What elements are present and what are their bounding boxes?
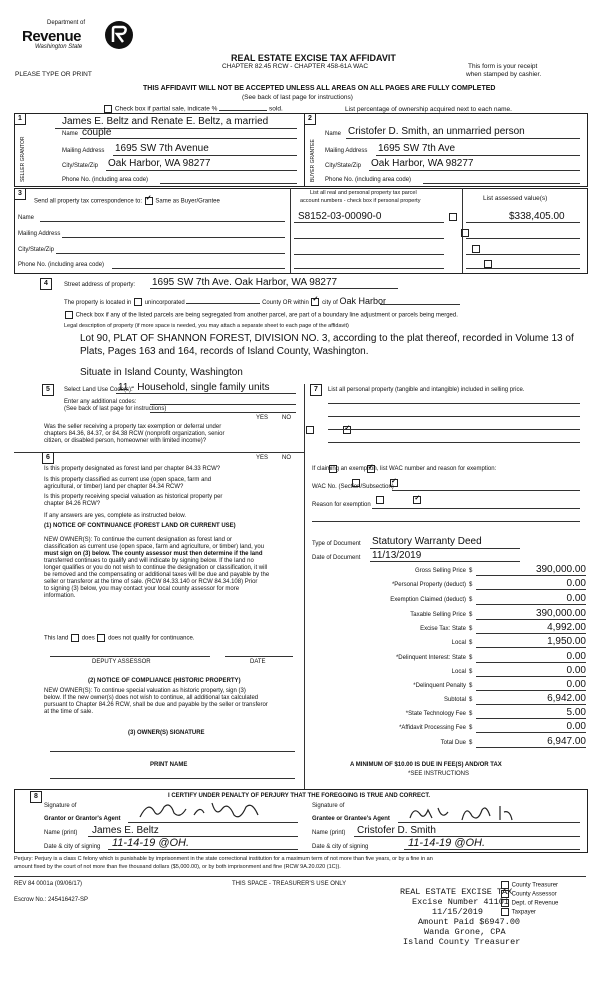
dept-small-text: Department of [47,20,86,26]
personal-property-label: List all personal property (tangible and intangible) included in selling price. [328,387,525,393]
s6-question-historic-1: Is this property receiving special valuation as historical property per [44,494,223,500]
excise-local-value[interactable]: 1,950.00 [547,636,586,647]
seller-city-label: City/State/Zip [62,163,99,169]
street-address-label: Street address of property: [64,282,136,288]
taxable-price-value[interactable]: 390,000.00 [535,608,586,619]
does-qualify-checkbox[interactable] [71,634,79,642]
seller-phone-label: Phone No. (including area code) [62,177,149,183]
stamp-line-3: 11/15/2019 [432,907,484,917]
affidavit-fee-dollar: $ [469,725,473,731]
s5-no-header: NO [282,415,291,421]
grantor-name-label: Name (print) [44,830,78,836]
deputy-signature-field[interactable] [50,656,210,657]
delinquent-interest-local-label: Local [451,669,466,675]
s6-yes-header: YES [256,455,269,461]
section-6-number: 6 [42,452,54,464]
continuance-text-9: information. [44,593,76,599]
historic-text-3: pursuant to Chapter 84.26 RCW, shall be due and payable by the seller or transferor [44,702,268,708]
personal-property-field-3[interactable] [328,429,580,430]
perjury-note-1 [14,856,433,862]
stamp-line-6: Island County Treasurer [403,937,521,947]
delinquent-penalty-label: *Delinquent Penalty [413,683,466,689]
s3-city-label: City/State/Zip [18,247,55,253]
grantor-date-city[interactable]: 11-14-19 @OH. [112,837,189,849]
s6-question-historic-2: chapter 84.26 RCW? [44,501,101,507]
s3-mail-label: Mailing Address [18,231,61,237]
seller-city[interactable]: Oak Harbor, WA 98277 [108,158,211,169]
certify-statement: I CERTIFY UNDER PENALTY OF PERJURY THAT THE FOREGOING IS TRUE AND CORRECT. [168,793,431,799]
property-location [64,296,386,307]
s6-question-forest: Is this property designated as forest land per chapter 84.33 RCW? [44,466,221,472]
print-name-label: PRINT NAME [150,762,188,768]
total-due-label: Total Due [440,740,466,746]
copy-county-treasurer-label: County Treasurer [511,882,559,889]
land-use-code[interactable]: 11 - Household, single family units [118,382,270,393]
partial-sale-suffix: sold. [269,105,283,113]
historic-text-1: NEW OWNER(S): To continue special valuation as historic property, sign (3) [44,688,246,694]
parcel-header-1: List all real and personal property tax parcel [310,190,417,196]
partial-sale-checkbox[interactable] [104,105,112,113]
segregated-label: Check box if any of the listed parcels are being segregated from another parcel, are part of a boundary line adjustment or parcels being merged. [75,312,458,319]
buyer-phone-label: Phone No. (including area code) [325,177,412,183]
delinquent-interest-local-dollar: $ [469,669,473,675]
grantor-agent-label: Grantor or Grantor's Agent [44,816,121,822]
partial-sale-label: Check box if partial sale, indicate % [114,105,218,113]
personal-property-field-4[interactable] [328,442,580,443]
dept-state: Washington State [35,44,83,50]
continuance-text-1: NEW OWNER(S): To continue the current designation as forest land or [44,537,232,543]
escrow-number: Escrow No.: 245416427-SP [14,897,89,903]
buyer-mail-label: Mailing Address [325,148,368,154]
section-2-number: 2 [304,113,316,125]
copy-dept-revenue-label: Dept. of Revenue [511,900,559,907]
delinquent-interest-state-dollar: $ [469,655,473,661]
continuance-text-8: to signing (3) below, you may contact your local county assessor for more [44,586,240,592]
delinquent-penalty-dollar: $ [469,683,473,689]
doc-type-label: Type of Document [312,541,361,547]
grantee-date-label: Date & city of signing [312,844,369,850]
personal-property-checkbox-4[interactable] [484,260,492,268]
property-city[interactable]: Oak Harbor [339,296,386,306]
legal-desc-line2[interactable]: Plats, Pages 163 and 164, records of Island County, Washington. [80,346,369,357]
perjury-text-2: amount fixed by the court of not more than five thousand dollars ($5,000.00), or by both imprisonment and fine (RCW 9A.20.020 (1C)). [14,864,341,870]
owner-signature-field[interactable] [50,751,295,752]
personal-property-field-1[interactable] [328,403,580,404]
continuance-text-6: be removed and the compensating or additional taxes will be due and payable by the [44,572,270,578]
section-5-number: 5 [42,384,54,396]
buyer-mail[interactable]: 1695 SW 7th Ave [378,143,456,154]
seller-mail-label: Mailing Address [62,148,105,154]
segregated-checkbox[interactable] [65,311,73,319]
assessed-header: List assessed value(s) [483,195,548,202]
unincorporated-checkbox[interactable] [134,298,142,306]
s5-question-line3: citizen, or disabled person, homeowner with limited income)? [44,438,207,444]
exemption-claim-label: If claiming an exemption, list WAC number and reason for exemption: [312,466,497,472]
section-3-number: 3 [14,188,26,200]
wac-number-field[interactable] [392,490,580,491]
notice-compliance-title: (2) NOTICE OF COMPLIANCE (HISTORIC PROPERTY) [88,678,241,684]
receipt-note-2: when stamped by cashier. [466,71,542,78]
assessed-value[interactable]: $338,405.00 [509,211,565,222]
partial-percent-field[interactable] [219,110,267,111]
s5-yes-checkbox[interactable] [306,426,314,434]
grantee-sig-of-label: Signature of [312,803,345,809]
subtotal-dollar: $ [469,697,473,703]
exemption-reason-label: Reason for exemption [312,502,371,508]
form-chapter: CHAPTER 82.45 RCW - CHAPTER 458-61A WAC [222,63,369,70]
s6-question-current-use-2: agricultural, or timber) land per chapter 84.34 RCW? [44,484,184,490]
please-type: PLEASE TYPE OR PRINT [15,71,92,78]
dept-name: Revenue [22,28,82,45]
historic-text-2: below. If the new owner(s) does not wish to continue, all additional tax calculated [44,695,259,701]
send-correspondence [34,197,220,205]
county-or-label: County OR within [262,300,309,306]
technology-fee-label: *State Technology Fee [405,711,466,717]
historic-yes-checkbox[interactable] [376,496,384,504]
partial-sale [103,105,283,113]
grantor-signature-field[interactable] [128,822,298,823]
grantor-date-label: Date & city of signing [44,844,101,850]
exemption-reason-field[interactable] [372,508,580,509]
historic-text-4: at the time of sale. [44,709,94,715]
seller-phone-field[interactable] [160,183,297,184]
buyer-name[interactable]: Cristofer D. Smith, an unmarried person [348,126,525,137]
total-due-value[interactable]: 6,947.00 [547,736,586,747]
perjury-text-1: Perjury: Perjury is a class C felony which is punishable by imprisonment in the state correctional institution for a maximum term of not more than five years, or by a fine in an [14,856,433,862]
copy-dept-revenue-checkbox[interactable] [501,899,509,907]
unincorporated-label: unincorporated [144,300,185,306]
grantee-name-label: Name (print) [312,830,346,836]
continuance-text-7: seller or transferor at the time of sale. (RCW 84.33.140 or RCW 84.34.108) Prior [44,579,258,585]
seller-name-label: Name [62,131,79,137]
same-as-buyer-checkbox[interactable] [145,197,153,205]
buyer-city-label: City/State/Zip [325,163,362,169]
segregated [64,311,458,319]
parcel-header-2: account numbers - check box if personal property [300,198,421,204]
exemption-claimed-label: Exemption Claimed (deduct) [390,597,466,603]
stamp-line-4: Amount Paid $6947.00 [418,917,521,927]
grantor-signature-image [134,797,274,825]
does-label: does [81,635,95,642]
affidavit-fee-label: *Affidavit Processing Fee [399,725,466,731]
notice-continuance-title: (1) NOTICE OF CONTINUANCE (FOREST LAND OR CURRENT USE) [44,523,236,529]
personal-property-field-2[interactable] [328,416,580,417]
continuance-text-4: transferred continues to qualify and will indicate by signing below. If the land no [44,558,254,564]
excise-state-value[interactable]: 4,992.00 [547,622,586,633]
exemption-claimed-value[interactable]: 0.00 [566,593,586,604]
s3-city-field[interactable] [56,253,285,254]
s3-name-label: Name [18,215,35,221]
does-not-qualify-checkbox[interactable] [97,634,105,642]
see-instructions-note: *SEE INSTRUCTIONS [408,771,470,777]
copy-taxpayer-checkbox[interactable] [501,908,509,916]
seller-name-line1[interactable]: James E. Beltz and Renate E. Beltz, a married [62,116,269,127]
grantor-printed-name[interactable]: James E. Beltz [92,825,159,836]
treasurer-use-only: THIS SPACE - TREASURER'S USE ONLY [232,881,347,887]
personal-property-checkbox-3[interactable] [472,245,480,253]
excise-local-label: Local [451,640,466,646]
technology-fee-dollar: $ [469,711,473,717]
seller-name-line2[interactable]: couple [82,127,112,138]
stamp-line-5: Wanda Grone, CPA [424,927,506,937]
gross-price-dollar: $ [469,568,473,574]
personal-property-deduct-value[interactable]: 0.00 [566,578,586,589]
section-7-number: 7 [310,384,322,396]
ownership-note: List percentage of ownership acquired next to each name. [345,106,512,113]
minimum-due-note: A MINIMUM OF $10.00 IS DUE IN FEE(S) AND/OR TAX [350,762,502,768]
total-due-dollar: $ [469,740,473,746]
see-back-note: (See back of last page for instructions) [242,94,353,101]
grantee-date-city[interactable]: 11-14-19 @OH. [408,837,485,849]
copy-county-assessor-label: County Assessor [511,891,557,898]
copy-county-treasurer-checkbox[interactable] [501,881,509,889]
delinquent-interest-state-value[interactable]: 0.00 [566,651,586,662]
grantee-signature-field[interactable] [398,822,580,823]
owner-print-name-field[interactable] [50,778,295,779]
personal-property-checkbox-1[interactable] [449,213,457,221]
completion-warning: THIS AFFIDAVIT WILL NOT BE ACCEPTED UNLESS ALL AREAS ON ALL PAGES ARE FULLY COMPLETED [143,85,496,92]
taxable-price-dollar: $ [469,612,473,618]
exemption-claimed-dollar: $ [469,597,473,603]
additional-codes-field[interactable] [150,404,296,405]
continuance-text-2: classification as current use (open space, farm and agriculture, or timber) land, you [44,544,265,550]
gross-price-value[interactable]: 390,000.00 [535,564,586,575]
buyer-side-label: BUYER GRANTEE [310,139,316,182]
does-not-label: does not qualify for continuance. [108,635,195,642]
buyer-name-label: Name [325,131,342,137]
street-address[interactable]: 1695 SW 7th Ave. Oak Harbor, WA 98277 [152,277,338,288]
buyer-city[interactable]: Oak Harbor, WA 98277 [371,158,474,169]
city-of-checkbox[interactable] [311,298,319,306]
excise-local-dollar: $ [469,640,473,646]
s5-see-back: (See back of last page for instructions) [64,406,167,412]
doc-date-label: Date of Document [312,555,361,561]
excise-state-label: Excise Tax: State [420,626,466,632]
s3-phone-label: Phone No. (including area code) [18,262,105,268]
s3-name-field[interactable] [40,221,285,222]
section-8-number: 8 [30,791,42,803]
legal-desc-line3[interactable]: Situate in Island County, Washington [80,367,243,378]
seller-side-label: SELLER GRANTOR [20,136,26,182]
located-label: The property is located in [64,300,132,306]
this-land-label: This land [44,635,69,642]
legal-desc-label: Legal description of property (if more space is needed, you may attach a separate sheet to each page of the affidavit) [64,323,349,329]
s3-mail-field[interactable] [62,237,285,238]
county-field[interactable] [186,303,260,304]
buyer-phone-field[interactable] [423,183,580,184]
additional-codes-label: Enter any additional codes: [64,399,137,405]
owner-signature-title: (3) OWNER(S) SIGNATURE [128,730,205,736]
stamp-line-2: Excise Number 41101 [412,897,509,907]
revenue-logo-icon [104,20,134,50]
delinquent-interest-local-value[interactable]: 0.00 [566,665,586,676]
receipt-note-1: This form is your receipt [468,63,538,70]
deputy-assessor-label: DEPUTY ASSESSOR [92,659,151,665]
seller-mail[interactable]: 1695 SW 7th Avenue [115,143,209,154]
doc-date[interactable]: 11/13/2019 [372,550,422,561]
stamp-line-1: REAL ESTATE EXCISE TAX [400,887,513,897]
deputy-date-label: DATE [250,659,266,665]
section-4-number: 4 [40,278,52,290]
any-yes-note: If any answers are yes, complete as instructed below. [44,513,187,519]
doc-type[interactable]: Statutory Warranty Deed [372,536,482,547]
continuance-text-5: longer qualifies or you do not wish to continue the designation or classification, it will [44,565,268,571]
s5-question-line2: chapters 84.36, 84.37, or 84.38 RCW (nonprofit organization, senior [44,431,225,437]
copy-taxpayer-label: Taxpayer [511,909,536,916]
technology-fee-value[interactable]: 5.00 [566,707,586,718]
s6-no-header: NO [282,455,291,461]
personal-property-deduct-label: *Personal Property (deduct) [391,582,466,588]
subtotal-value[interactable]: 6,942.00 [547,693,586,704]
excise-state-dollar: $ [469,626,473,632]
city-of-label: city of [322,300,338,306]
copy-county-assessor-checkbox[interactable] [501,890,509,898]
s5-no-checkbox[interactable] [343,426,351,434]
continuance-text-3: must sign on (3) below. The county assessor must then determine if the land [44,551,263,557]
personal-property-deduct-dollar: $ [469,582,473,588]
subtotal-label: Subtotal [443,697,466,703]
gross-price-label: Gross Selling Price [414,568,466,574]
qualify-continuance [44,634,194,642]
form-revision: REV 84 0001a (09/06/17) [14,881,83,887]
grantee-printed-name[interactable]: Cristofer D. Smith [357,825,436,836]
section-1-number: 1 [14,113,26,125]
personal-property-checkbox-2[interactable] [461,229,469,237]
delinquent-interest-state-label: *Delinquent Interest: State [395,655,466,661]
delinquent-penalty-value[interactable]: 0.00 [566,679,586,690]
s3-phone-field[interactable] [112,268,285,269]
parcel-number[interactable]: S8152-03-00090-0 [298,211,382,222]
land-use-label: Select Land Use Code(s): [64,387,133,393]
s5-question-line1: Was the seller receiving a property tax exemption or deferral under [44,424,222,430]
same-as-buyer-label: Same as Buyer/Grantee [155,198,220,205]
legal-desc-line1[interactable]: Lot 90, PLAT OF SHANNON FOREST, DIVISION NO. 3, according to the plat thereof, recorded in Volume 13 of [80,333,574,344]
s6-question-current-use-1: Is this property classified as current use (open space, farm and [44,477,212,483]
historic-no-checkbox[interactable] [413,496,421,504]
deputy-date-field[interactable] [225,656,293,657]
taxable-price-label: Taxable Selling Price [410,612,466,618]
affidavit-fee-value[interactable]: 0.00 [566,721,586,732]
grantee-agent-label: Grantee or Grantee's Agent [312,816,390,822]
send-correspondence-label: Send all property tax correspondence to: [34,198,143,205]
wac-number-label: WAC No. (Section/Subsection) [312,484,394,490]
s5-yes-header: YES [256,415,269,421]
form-title: REAL ESTATE EXCISE TAX AFFIDAVIT [231,53,396,63]
grantor-sig-of-label: Signature of [44,803,77,809]
